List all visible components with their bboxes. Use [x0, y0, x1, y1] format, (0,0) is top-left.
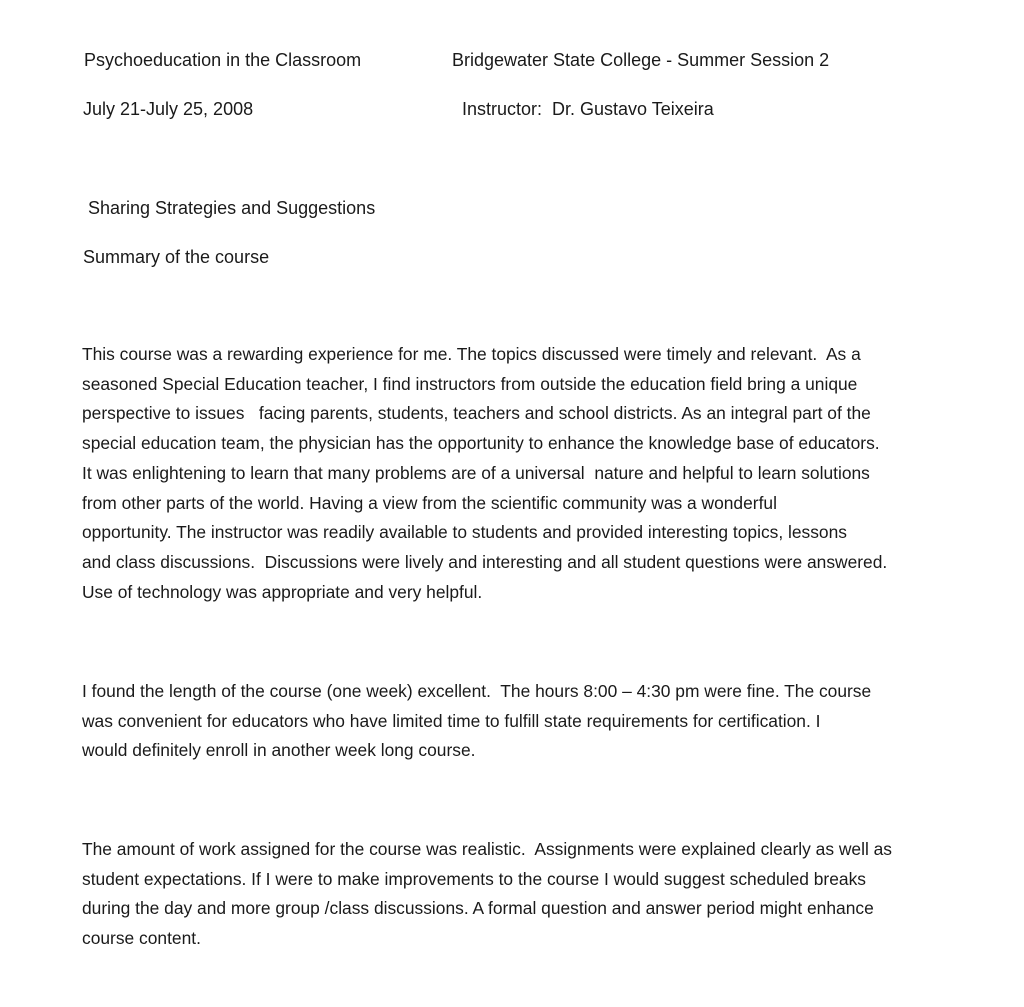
institution-session: Bridgewater State College - Summer Session 2 — [452, 50, 830, 70]
paragraph-line: special education team, the physician has the opportunity to enhance the knowledge base of educators. — [82, 433, 880, 454]
section-subheading: Summary of the course — [83, 247, 270, 267]
paragraph-line: opportunity. The instructor was readily available to students and provided interesting topics, lessons — [82, 522, 847, 543]
paragraph-line: during the day and more group /class discussions. A formal question and answer period might enhance — [82, 898, 874, 919]
paragraph-line: It was enlightening to learn that many problems are of a universal nature and helpful to learn solutions — [82, 462, 870, 483]
paragraph-line: student expectations. If I were to make improvements to the course I would suggest scheduled breaks — [82, 868, 866, 889]
paragraph-line: from other parts of the world. Having a view from the scientific community was a wonderful — [82, 492, 777, 513]
paragraph-line: would definitely enroll in another week long course. — [82, 740, 476, 761]
paragraph-line: and class discussions. Discussions were lively and interesting and all student questions were answered. — [82, 551, 888, 572]
paragraph-line: course content. — [82, 928, 201, 949]
course-title: Psychoeducation in the Classroom — [84, 50, 362, 70]
paragraph-line: This course was a rewarding experience for me. The topics discussed were timely and relevant. As a — [82, 344, 861, 364]
paragraph-line: Use of technology was appropriate and very helpful. — [82, 581, 483, 602]
paragraph-line: was convenient for educators who have limited time to fulfill state requirements for certification. I — [82, 710, 821, 731]
paragraph-course-experience — [82, 340, 992, 607]
paragraph-line: perspective to issues facing parents, students, teachers and school districts. As an integral part of the — [82, 403, 871, 424]
course-dates: July 21-July 25, 2008 — [83, 99, 254, 119]
instructor-name: Instructor: Dr. Gustavo Teixeira — [462, 99, 714, 119]
paragraph-line: The amount of work assigned for the course was realistic. Assignments were explained clearly as well as — [82, 839, 893, 859]
paragraph-line: I found the length of the course (one week) excellent. The hours 8:00 – 4:30 pm were fine. The course — [82, 681, 872, 701]
section-heading: Sharing Strategies and Suggestions — [88, 198, 376, 218]
paragraph-course-workload — [82, 835, 992, 954]
paragraph-line: seasoned Special Education teacher, I find instructors from outside the education field bring a unique — [82, 373, 858, 394]
paragraph-course-length — [82, 677, 992, 766]
